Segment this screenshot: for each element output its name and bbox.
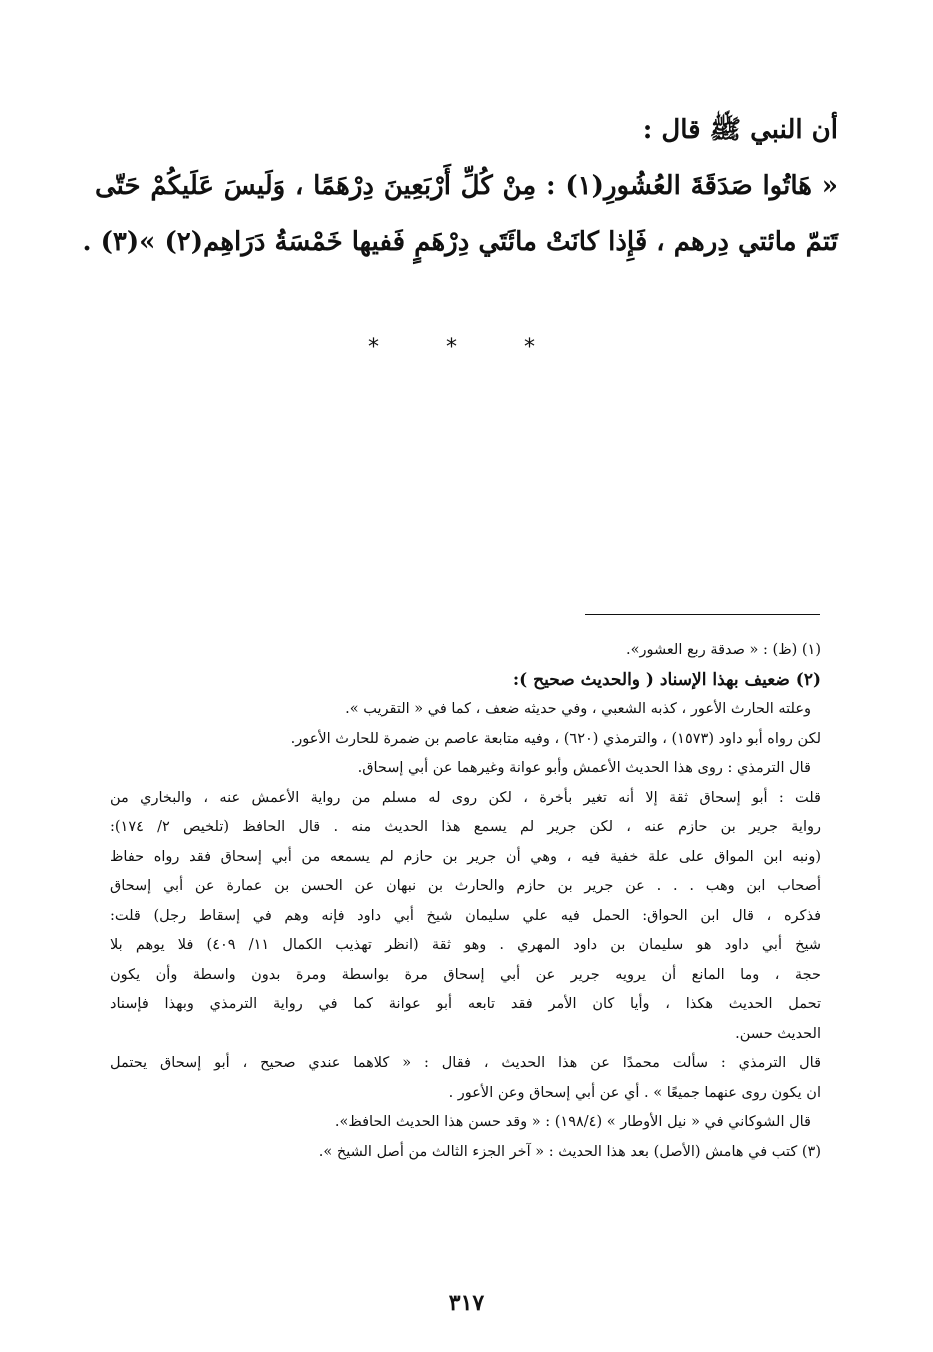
- footnote-line: (ونبه ابن المواق على علة خفية فيه ، وهي أن جرير بن حازم لم يسمعه من أبي إسحاق فقد رواه حفاظ: [110, 848, 821, 865]
- footnote-line: قال الترمذي : سألت محمدًا عن هذا الحديث ، فقال : « كلاهما عندي صحيح ، أبو إسحاق يحتمل: [110, 1055, 821, 1071]
- footnote-line: الحديث حسن.: [735, 1025, 821, 1042]
- footnote-line: تحمل الحديث هكذا ، وأيا كان الأمر فقد تابعه أبو عوانة كما في رواية الترمذي وبهذا فإسناد: [110, 996, 821, 1012]
- hadith-line-2: تَتمّ مائتي دِرهم ، فَإِذا كانَتْ مائَتَي دِرْهَمٍ فَفيها خَمْسَةُ دَرَاهِم(٢) »(٣) .: [82, 227, 838, 257]
- footnote-divider: [585, 614, 820, 615]
- footnote-line: قال الترمذي : روى هذا الحديث الأعمش وأبو عوانة وغيرهما عن أبي إسحاق.: [357, 760, 811, 776]
- footnote-line: شيخ أبي داود هو سليمان بن داود المهري . وهو ثقة (انظر تهذيب الكمال ١١/ ٤٠٩) فلا يوهم بلا: [110, 937, 822, 953]
- intro-line: أن النبي ﷺ قال :: [642, 115, 838, 145]
- page-number: ٣١٧: [448, 1290, 485, 1316]
- hadith-text-block: [82, 102, 838, 270]
- footnote-2-heading: (٢) ضعيف بهذا الإسناد ( والحديث صحيح ):: [512, 669, 821, 690]
- footnote-line: أصحاب ابن وهب . . . عن جرير بن حازم والحارث بن نبهان عن الحسن بن عمارة عن أبي إسحاق: [110, 878, 821, 894]
- footnote-line: فذكره ، قال ابن الحواق: الحمل فيه علي سليمان شيخ أبي داود فإنه وهم في إسقاط رجل) قلت:: [110, 907, 821, 924]
- section-ornament: * * *: [368, 335, 565, 360]
- footnote-line: حجة ، وما المانع أن يرويه جرير عن أبي إسحاق مرة بواسطة ومرة بدون واسطة وأن يكون: [110, 966, 821, 983]
- hadith-line-1: « هَاتُوا صَدَقَةَ العُشُورِ(١) : مِنْ كُلِّ أَرْبَعِينَ دِرْهَمًا ، وَلَيسَ عَلَيكُمْ حَتّى: [95, 171, 838, 201]
- footnote-line: ان يكون روى عنهما جميعًا » . أي عن أبي إسحاق وعن الأعور .: [448, 1084, 821, 1101]
- footnote-3: (٣) كتب في هامش (الأصل) بعد هذا الحديث : « آخر الجزء الثالث من أصل الشيخ ».: [318, 1143, 821, 1160]
- footnote-line: قال الشوكاني في « نيل الأوطار » (١٩٨/٤) : « وقد حسن هذا الحديث الحافظ».: [334, 1114, 811, 1130]
- footnote-line: وعلته الحارث الأعور ، كذبه الشعبي ، وفي حديثه ضعف ، كما في « التقريب ».: [345, 701, 811, 717]
- footnotes-block: [110, 636, 821, 1167]
- footnote-line: قلت : أبو إسحاق ثقة إلا أنه تغير بأخرة ، لكن روى له مسلم من رواية الأعمش عنه ، والبخاري من: [110, 789, 821, 806]
- footnote-line: لكن رواه أبو داود (١٥٧٣) ، والترمذي (٦٢٠) ، وفيه متابعة عاصم بن ضمرة للحارث الأعور.: [290, 730, 821, 747]
- footnote-line: رواية جرير بن حازم عنه ، لكن جرير لم يسمع هذا الحديث منه . قال الحافظ (تلخيص ٢/ ١٧٤):: [110, 819, 821, 835]
- footnote-1: (١) (ظ) : « صدقة ربع العشور».: [626, 642, 821, 658]
